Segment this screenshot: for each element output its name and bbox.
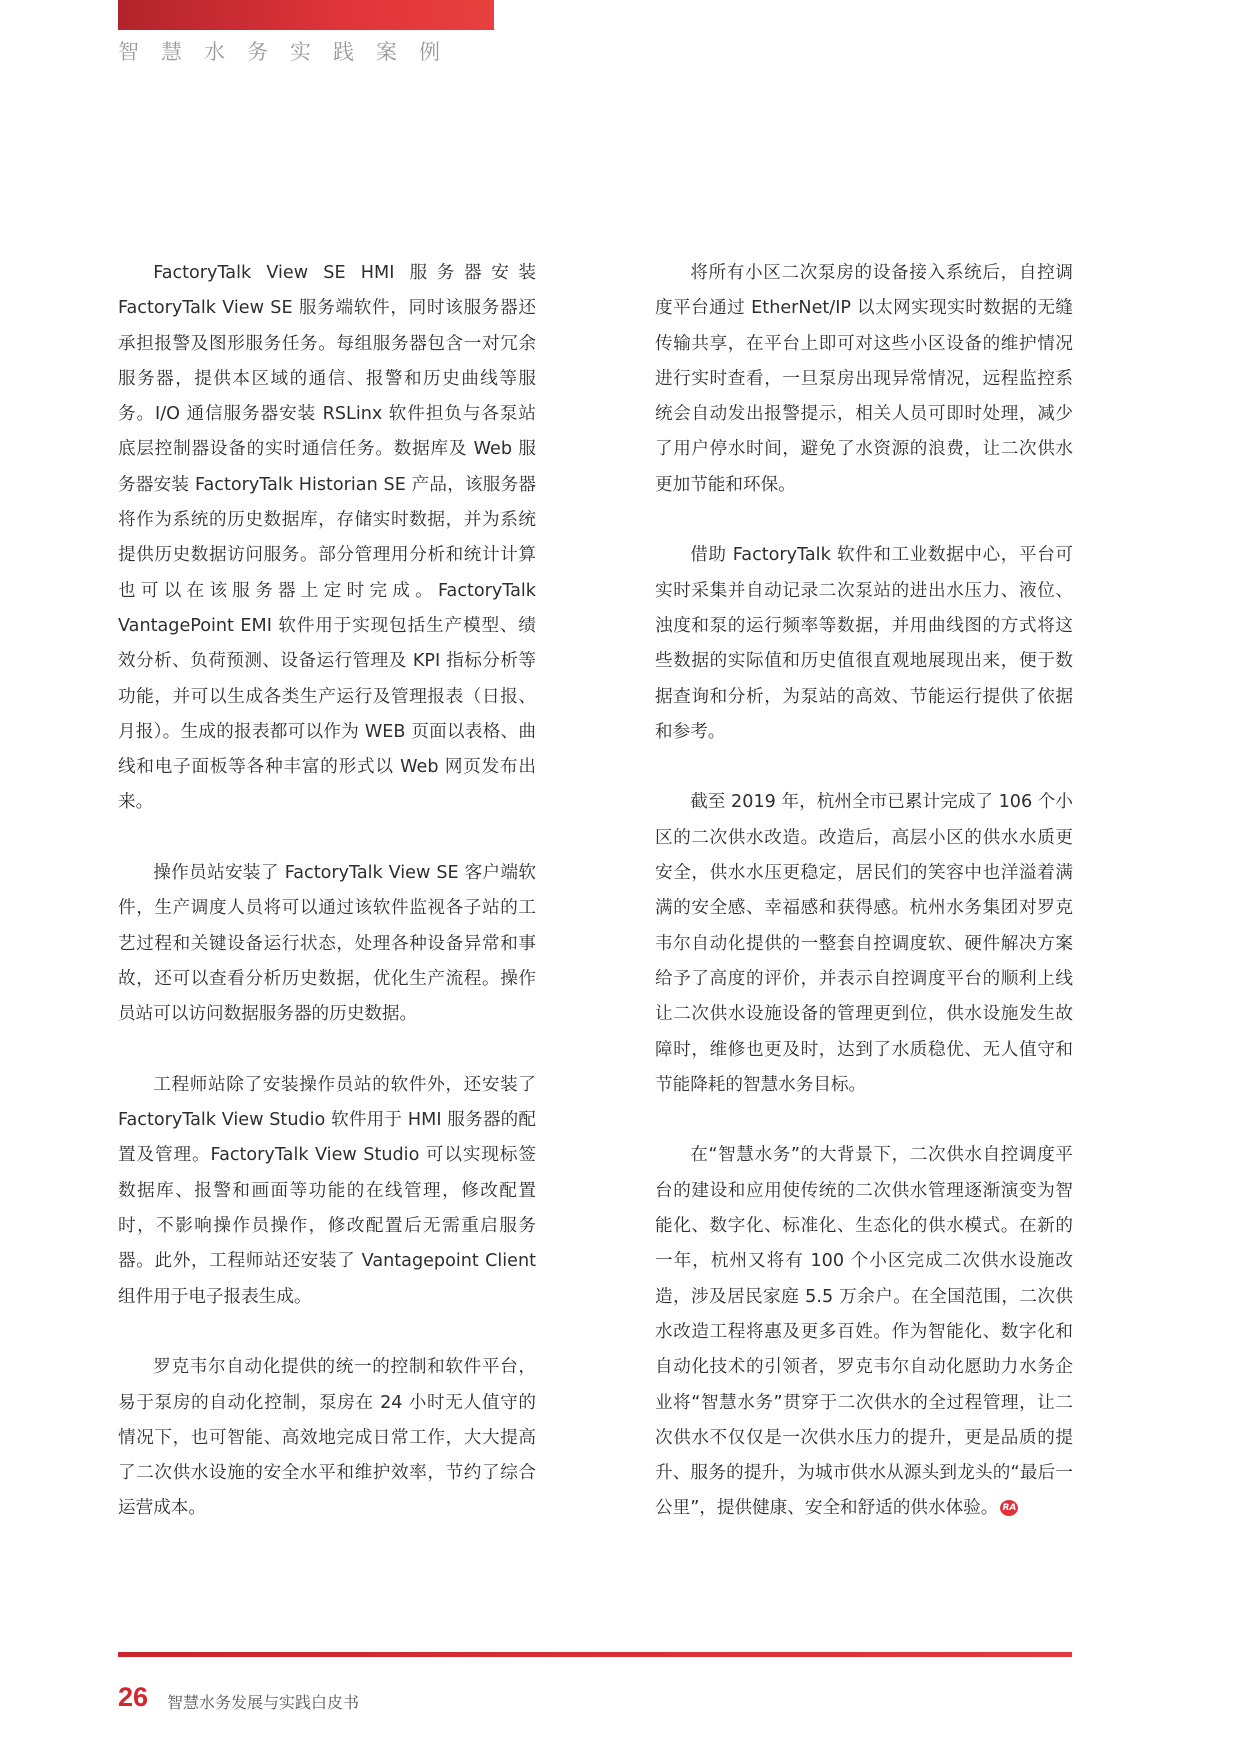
paragraph-data-collection: 借助 FactoryTalk 软件和工业数据中心，平台可实时采集并自动记录二次泵站的进出水压力、液位、浊度和泵的运行频率等数据，并用曲线图的方式将这些数据的实际值和历史值很直观地展现出来，便于数据查询和分析，为泵站的高效、节能运行提供了依据和参考。 (655, 545, 1073, 742)
ra-logo-icon: RA (1000, 1500, 1018, 1516)
paragraph-hmi-servers: FactoryTalk View SE HMI 服务器安装 FactoryTalk View SE 服务端软件，同时该服务器还承担报警及图形服务任务。每组服务器包含一对冗余服务器，提供本区域的通信、报警和历史曲线等服务。I/O 通信服务器安装 RSLinx 软件担负与各泵站底层控制器设备的实时通信任务。数据库及 Web 服务器安装 FactoryTalk Historian SE 产品，该服务器将作为系统的历史数据库，存储实时数据，并为系统提供历史数据访问服务。部分管理用分析和统计计算也可以在该服务器上定时完成。FactoryTalk VantagePoint EMI 软件用于实现包括生产模型、绩效分析、负荷预测、设备运行管理及 KPI 指标分析等功能，并可以生成各类生产运行及管理报表（日报、月报）。生成的报表都可以作为 WEB 页面以表格、曲线和电子面板等各种丰富的形式以 Web 网页发布出来。 (118, 263, 536, 813)
footer-publication-title: 智慧水务发展与实践白皮书 (167, 1693, 360, 1712)
running-header-title: 智慧水务实践案例 (118, 40, 462, 64)
paragraph-unified-platform: 罗克韦尔自动化提供的统一的控制和软件平台，易于泵房的自动化控制，泵房在 24 小时无人值守的情况下，也可智能、高效地完成日常工作，大大提高了二次供水设施的安全水平和维护效率，节约了综合运营成本。 (118, 1357, 536, 1519)
paragraph-smart-water-text: 在“智慧水务”的大背景下，二次供水自控调度平台的建设和应用使传统的二次供水管理逐渐演变为智能化、数字化、标准化、生态化的供水模式。在新的一年，杭州又将有 100 个小区完成二次供水设施改造，涉及居民家庭 5.5 万余户。在全国范围，二次供水改造工程将惠及更多百姓。作为智能化、数字化和自动化技术的引领者，罗克韦尔自动化愿助力水务企业将“智慧水务”贯穿于二次供水的全过程管理，让二次供水不仅仅是一次供水压力的提升，更是品质的提升、服务的提升，为城市供水从源头到龙头的“最后一公里”，提供健康、安全和舒适的供水体验。 (655, 1145, 1073, 1519)
paragraph-smart-water-outlook (655, 1138, 1073, 1526)
paragraph-hangzhou-progress: 截至 2019 年，杭州全市已累计完成了 106 个小区的二次供水改造。改造后，高层小区的供水水质更安全，供水水压更稳定，居民们的笑容中也洋溢着满满的安全感、幸福感和获得感。杭州水务集团对罗克韦尔自动化提供的一整套自控调度软、硬件解决方案给予了高度的评价，并表示自控调度平台的顺利上线让二次供水设施设备的管理更到位，供水设施发生故障时，维修也更及时，达到了水质稳优、无人值守和节能降耗的智慧水务目标。 (655, 792, 1073, 1095)
paragraph-ethernet-ip: 将所有小区二次泵房的设备接入系统后，自控调度平台通过 EtherNet/IP 以太网实现实时数据的无缝传输共享，在平台上即可对这些小区设备的维护情况进行实时查看，一旦泵房出现异常情况，远程监控系统会自动发出报警提示，相关人员可即时处理，减少了用户停水时间，避免了水资源的浪费，让二次供水更加节能和环保。 (655, 263, 1073, 495)
page-number: 26 (118, 1682, 149, 1712)
footer-divider (118, 1652, 1072, 1657)
left-column (118, 256, 536, 1527)
right-column (655, 256, 1073, 1527)
paragraph-engineer-station: 工程师站除了安装操作员站的软件外，还安装了 FactoryTalk View Studio 软件用于 HMI 服务器的配置及管理。FactoryTalk View Studio 可以实现标签数据库、报警和画面等功能的在线管理，修改配置时，不影响操作员操作，修改配置后无需重启服务器。此外，工程师站还安装了 Vantagepoint Client 组件用于电子报表生成。 (118, 1074, 536, 1307)
paragraph-operator-station: 操作员站安装了 FactoryTalk View SE 客户端软件，生产调度人员将可以通过该软件监视各子站的工艺过程和关键设备运行状态，处理各种设备异常和事故，还可以查看分析历史数据，优化生产流程。操作员站可以访问数据服务器的历史数据。 (118, 863, 536, 1025)
header-accent-bar (118, 0, 494, 30)
